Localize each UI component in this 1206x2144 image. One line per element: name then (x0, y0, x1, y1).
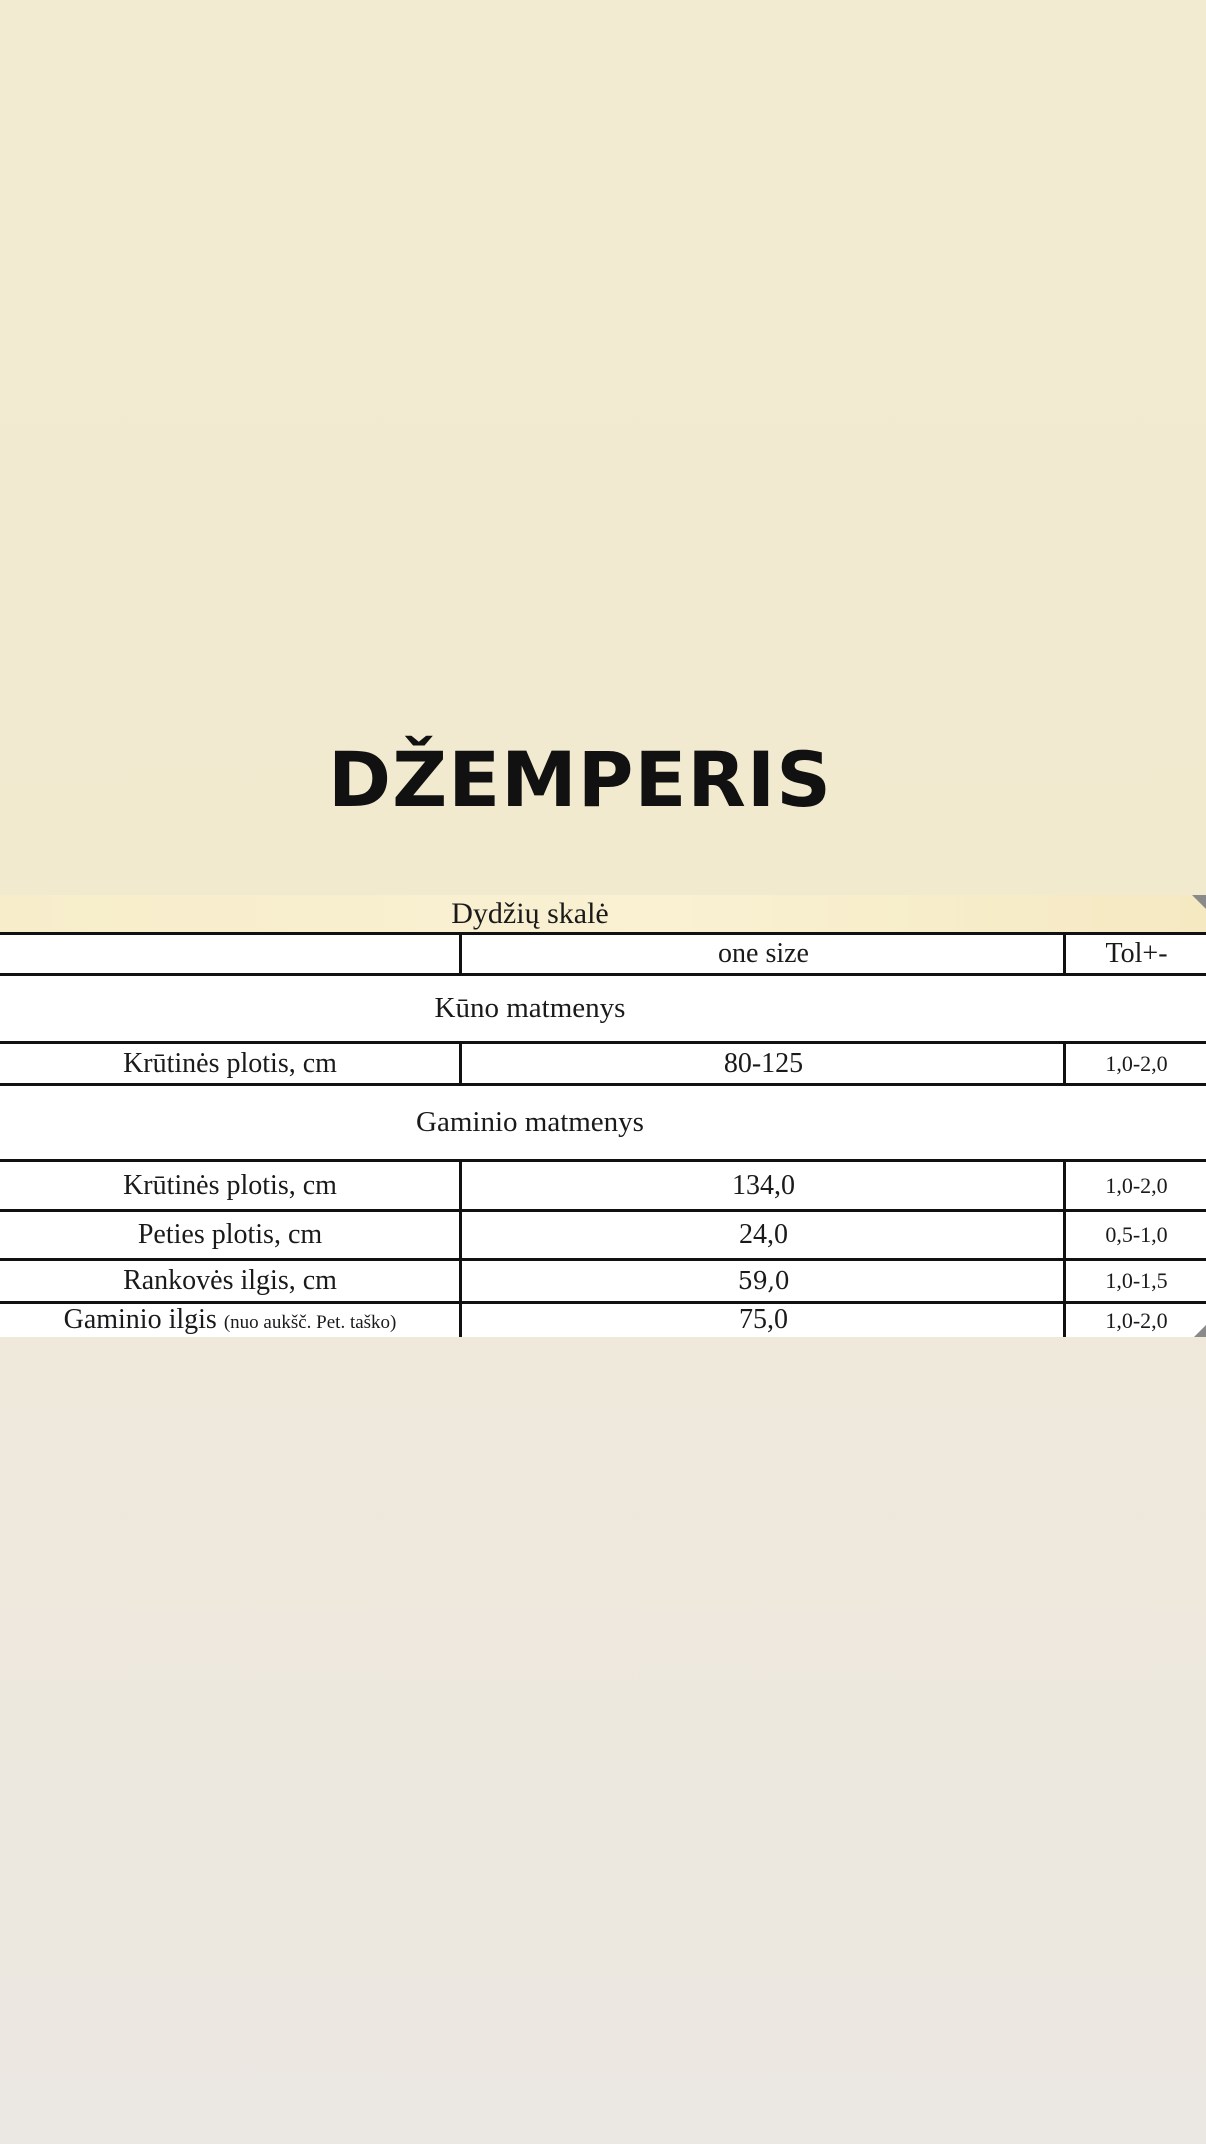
section-title-body: Kūno matmenys (434, 992, 626, 1024)
column-header-label (0, 935, 460, 973)
row-value: 80-125 (723, 1047, 804, 1079)
row-value (463, 1261, 1064, 1301)
row-tolerance: 1,0-2,0 (1105, 1172, 1168, 1198)
size-chart-title: Dydžių skalė (451, 896, 609, 930)
column-header-tolerance: Tol+- (1105, 938, 1168, 969)
row-value: 24,0 (739, 1219, 788, 1250)
row-label: Krūtinės plotis, cm (123, 1047, 337, 1079)
row-label-note: (nuo aukšč. Pet. taško) (223, 1312, 397, 1333)
column-header-size: one size (718, 938, 809, 969)
page-corner-marker (1192, 895, 1206, 909)
row-tolerance: 1,0-2,0 (1105, 1308, 1168, 1333)
size-chart-table (0, 895, 1206, 1337)
edited-value-patch: 59,0 (729, 1267, 798, 1295)
row-value: 75,0 (739, 1304, 788, 1335)
row-label: Peties plotis, cm (137, 1219, 323, 1250)
row-tolerance: 1,0-2,0 (1105, 1050, 1168, 1076)
row-label: Rankovės ilgis, cm (123, 1265, 337, 1296)
row-label (0, 1304, 460, 1337)
section-title-product: Gaminio matmenys (416, 1106, 644, 1138)
row-tolerance: 1,0-1,5 (1105, 1268, 1168, 1293)
row-label-text: Gaminio ilgis (63, 1304, 217, 1335)
row-tolerance: 0,5-1,0 (1105, 1222, 1168, 1247)
row-value: 134,0 (732, 1169, 795, 1201)
row-label: Krūtinės plotis, cm (123, 1169, 337, 1201)
story-title: DŽEMPERIS (328, 735, 832, 824)
